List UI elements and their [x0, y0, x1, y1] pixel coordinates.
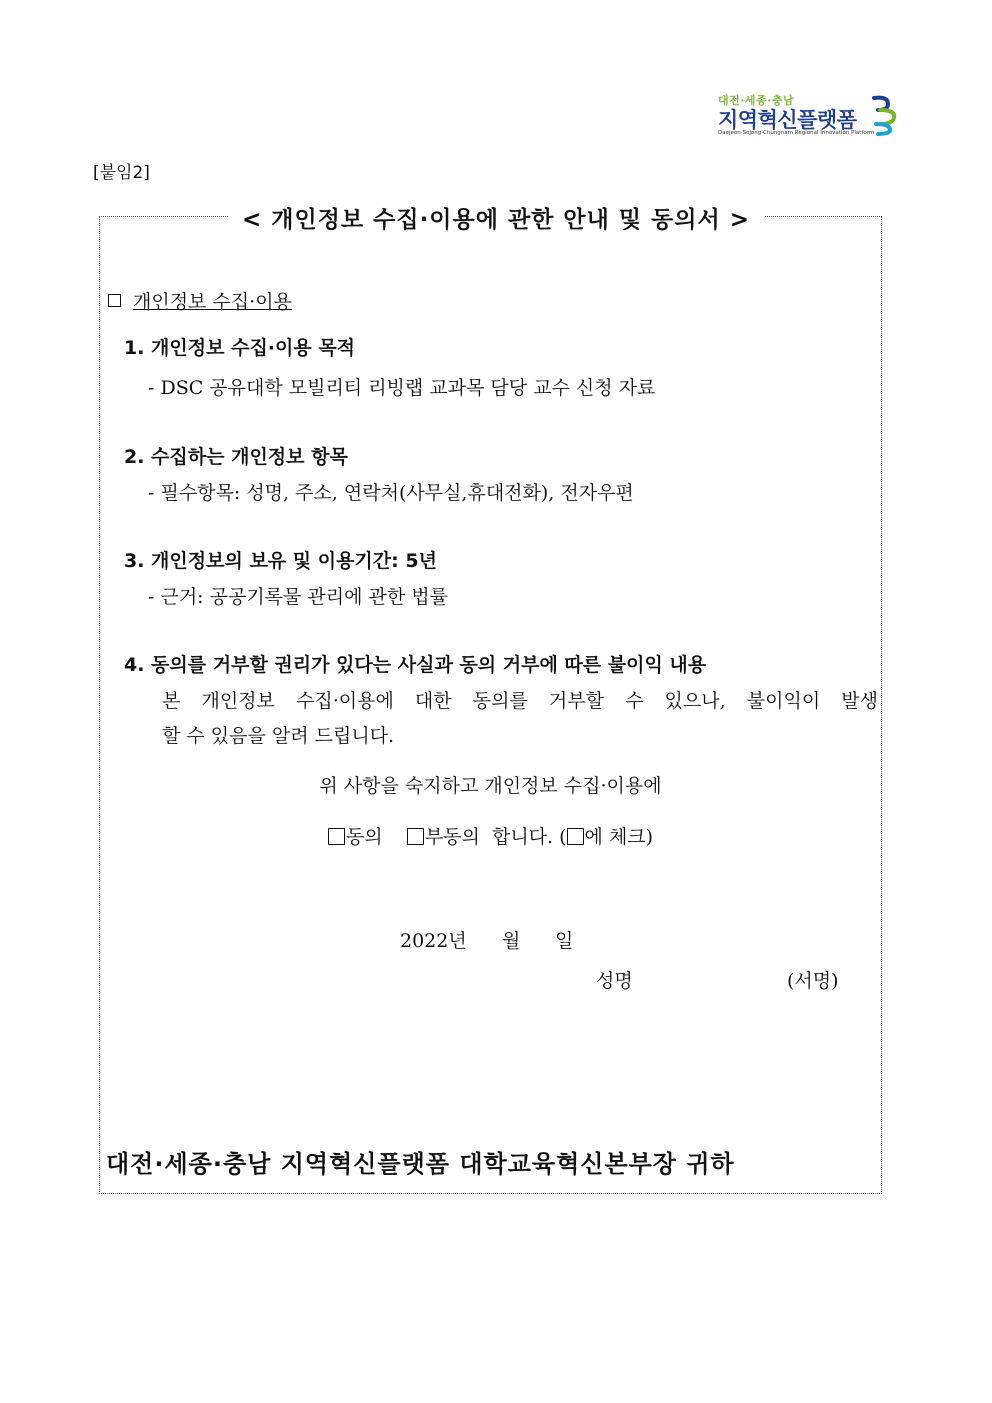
date-day: 일 — [555, 930, 574, 952]
check-hint: 에 체크) — [584, 826, 654, 848]
logo-english-text: Daejeon·Sejong·Chungnam Regional Innovation Platform — [718, 130, 875, 136]
check-hint-box-icon — [567, 828, 584, 845]
signature-name-label: 성명 — [596, 970, 633, 992]
item-3-heading: 3. 개인정보의 보유 및 이용기간: 5년 — [124, 550, 437, 572]
disagree-checkbox[interactable] — [407, 828, 424, 845]
item-1-heading: 1. 개인정보 수집·이용 목적 — [124, 337, 356, 359]
item-2-heading: 2. 수집하는 개인정보 항목 — [124, 446, 348, 468]
section-label: 개인정보 수집·이용 — [133, 291, 292, 313]
date-year: 2022년 — [400, 930, 467, 952]
platform-logo — [718, 92, 898, 140]
logo-region-text: 대전·세종·충남 — [718, 94, 795, 107]
logo-mark-icon — [870, 94, 900, 136]
title-row — [0, 201, 992, 234]
square-bullet-icon — [108, 294, 121, 307]
consent-suffix: 합니다. ( — [491, 826, 567, 848]
recipient-line: 대전·세종·충남 지역혁신플랫폼 대학교육혁신본부장 귀하 — [106, 1150, 735, 1178]
consent-statement: 위 사항을 숙지하고 개인정보 수집·이용에 — [319, 775, 662, 797]
disagree-label: 부동의 — [424, 826, 480, 848]
item-4-detail-line2: 할 수 있음을 알려 드립니다. — [162, 725, 395, 747]
signature-sign-label: (서명) — [787, 970, 839, 992]
attachment-label: [붙임2] — [93, 163, 150, 183]
date-month: 월 — [502, 930, 521, 952]
item-1-detail: - DSC 공유대학 모빌리티 리빙랩 교과목 담당 교수 신청 자료 — [148, 377, 656, 399]
document-title: < 개인정보 수집·이용에 관한 안내 및 동의서 > — [228, 201, 764, 234]
logo-name-text: 지역혁신플랫폼 — [718, 108, 857, 132]
item-3-detail: - 근거: 공공기록물 관리에 관한 법률 — [148, 586, 448, 608]
agree-checkbox[interactable] — [328, 828, 345, 845]
item-4-detail-line1: 본 개인정보 수집·이용에 대한 동의를 거부할 수 있으나, 불이익이 발생 — [162, 690, 878, 712]
consent-options — [99, 822, 882, 849]
item-4-heading: 4. 동의를 거부할 권리가 있다는 사실과 동의 거부에 따른 불이익 내용 — [124, 654, 707, 676]
section-header — [108, 287, 292, 314]
agree-label: 동의 — [345, 826, 383, 848]
item-2-detail: - 필수항목: 성명, 주소, 연락처(사무실,휴대전화), 전자우편 — [148, 482, 634, 504]
